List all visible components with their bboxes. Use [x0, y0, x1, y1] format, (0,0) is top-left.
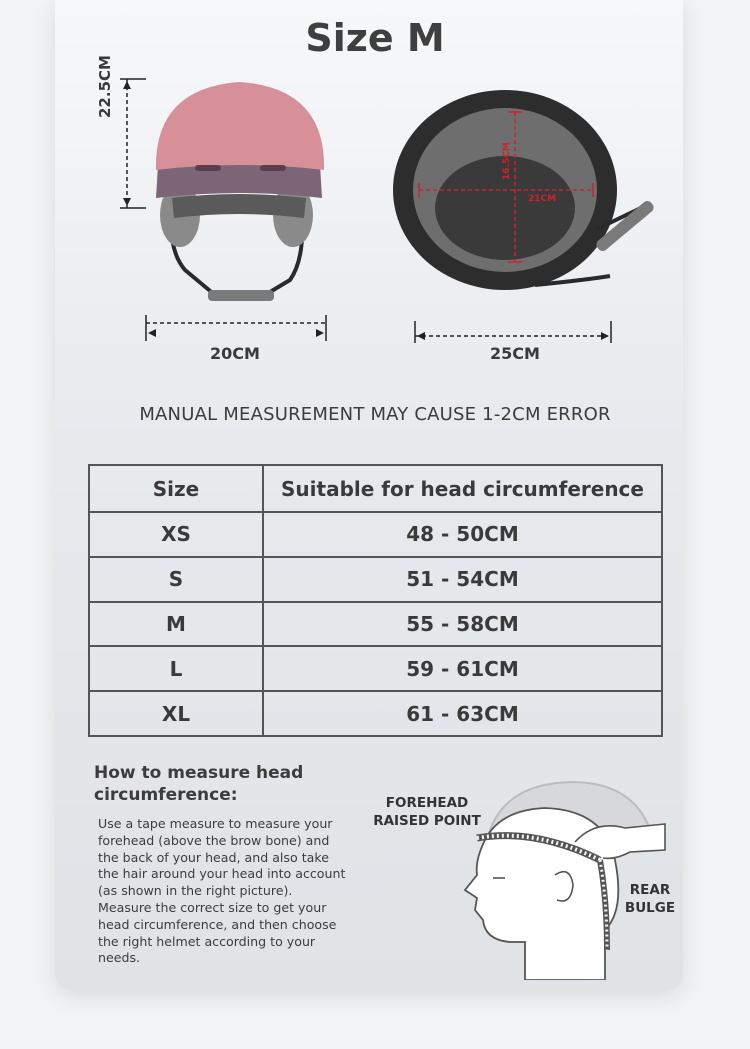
depth-dimension-label: 25CM	[490, 344, 540, 363]
table-row	[89, 602, 662, 647]
size-column-header: Size	[89, 465, 263, 512]
howto-body: Use a tape measure to measure your forehead (above the brow bone) and the back of your head, and also take the hair around your head into account (as shown in the right picture). Measure the correct size to get your head circumference, and then choose the right helmet according to your needs.	[98, 816, 346, 966]
range-cell: 61 - 63CM	[263, 691, 662, 736]
measurement-note: MANUAL MEASUREMENT MAY CAUSE 1-2CM ERROR	[139, 404, 611, 425]
table-row	[89, 646, 662, 691]
height-dimension-label: 22.5CM	[96, 55, 114, 118]
range-cell: 55 - 58CM	[263, 602, 662, 647]
size-cell: M	[89, 602, 263, 647]
howto-title: How to measure head circumference:	[94, 763, 304, 805]
range-cell: 51 - 54CM	[263, 557, 662, 602]
size-cell: XS	[89, 512, 263, 557]
table-row	[89, 691, 662, 736]
rear-bulge-label: REAR BULGE	[624, 882, 676, 916]
size-cell: S	[89, 557, 263, 602]
table-header-row	[89, 465, 662, 512]
width-dimension-label: 20CM	[210, 344, 260, 363]
table-row	[89, 512, 662, 557]
forehead-label: FOREHEAD RAISED POINT	[373, 795, 481, 829]
table-row	[89, 557, 662, 602]
helmet-inside-image	[385, 80, 675, 350]
size-cell: XL	[89, 691, 263, 736]
inner-height-label: 16.5CM	[502, 142, 512, 180]
size-table	[88, 464, 663, 737]
range-cell: 59 - 61CM	[263, 646, 662, 691]
inner-width-label: 21CM	[528, 194, 557, 204]
page-title: Size M	[305, 16, 445, 60]
head-measurement-image	[455, 780, 675, 980]
range-cell: 48 - 50CM	[263, 512, 662, 557]
size-cell: L	[89, 646, 263, 691]
circumference-column-header: Suitable for head circumference	[263, 465, 662, 512]
helmet-front-image	[90, 70, 350, 360]
